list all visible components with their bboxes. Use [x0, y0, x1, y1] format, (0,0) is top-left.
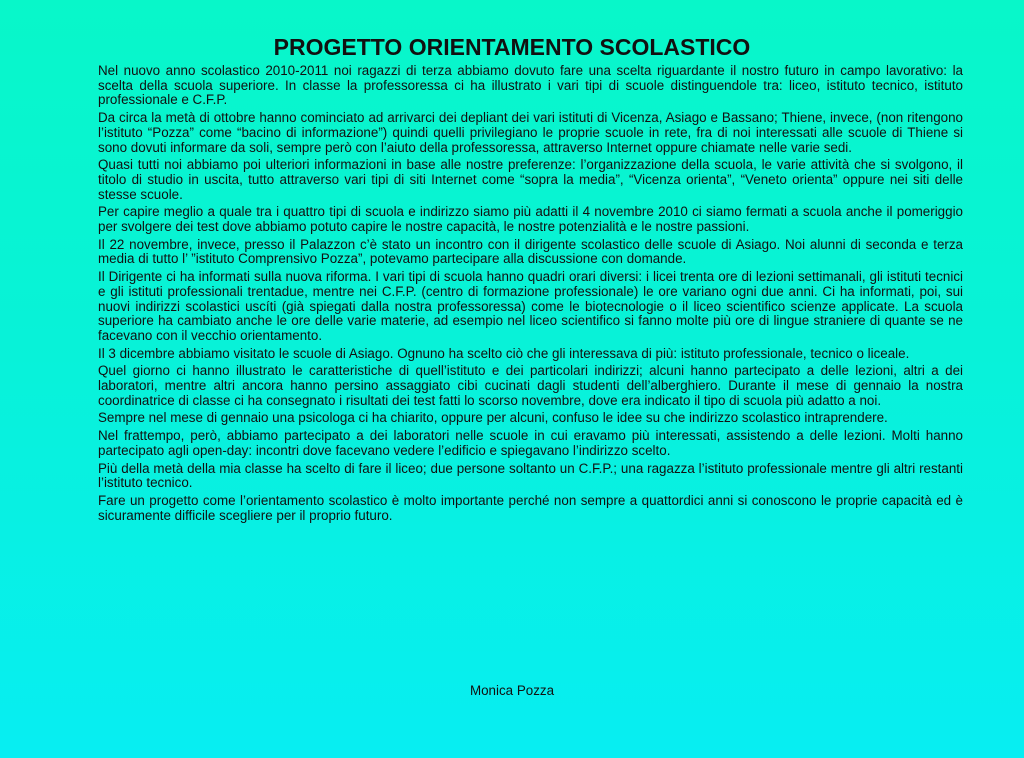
paragraph: Sempre nel mese di gennaio una psicologa ci ha chiarito, oppure per alcuni, confuso le idee su che indirizzo scolastico intraprendere. [98, 410, 888, 426]
author-signature: Monica Pozza [469, 683, 555, 698]
paragraph: Il 3 dicembre abbiamo visitato le scuole di Asiago. Ognuno ha scelto ciò che gli interessava di più: istituto professionale, tecnico o liceale. [98, 345, 910, 361]
article-body [98, 64, 963, 526]
paragraph: Fare un progetto come l’orientamento scolastico è molto importante perché non sempre a quattordici anni si conoscono le proprie capacità ed è sicuramente difficile scegliere per il proprio futuro. [98, 492, 963, 523]
page-title: PROGETTO ORIENTAMENTO SCOLASTICO [273, 34, 751, 61]
paragraph: Il 22 novembre, invece, presso il Palazzon c’è stato un incontro con il dirigente scolastico delle scuole di Asiago. Noi alunni di seconda e terza media di tutto l’ ”istituto Comprensivo Pozza”, potevamo partecipare alla discussione con domande. [98, 236, 963, 267]
paragraph: Più della metà della mia classe ha scelto di fare il liceo; due persone soltanto un C.F.P.; una ragazza l’istituto professionale mentre gli altri restanti l’istituto tecnico. [98, 460, 963, 491]
paragraph: Nel nuovo anno scolastico 2010-2011 noi ragazzi di terza abbiamo dovuto fare una scelta riguardante il nostro futuro in campo lavorativo: la scelta della scuola superiore. In classe la professoressa ci ha illustrato i vari tipi di scuole distinguendole tra: liceo, istituto tecnico, istituto professionale e C.F.P. [98, 63, 963, 108]
paragraph: Quasi tutti noi abbiamo poi ulteriori informazioni in base alle nostre preferenze: l’organizzazione della scuola, le varie attività che si svolgono, il titolo di studio in uscita, tutto attraverso vari tipi di siti Internet come “sopra la media”, “Vicenza orienta”, “Veneto orienta” oppure nei siti delle stesse scuole. [98, 157, 963, 202]
paragraph: Il Dirigente ci ha informati sulla nuova riforma. I vari tipi di scuola hanno quadri orari diversi: i licei trenta ore di lezioni settimanali, gli istituti tecnici e gli istituti professionali trentadue, mentre nei C.F.P. (centro di formazione professionale) le ore variano ogni due anni. Ci ha informati, poi, sui nuovi indirizzi scolastici uscíti (già spiegati dalla nostra professoressa) come le biotecnologie o il liceo scientifico scienze applicate. La scuola superiore ha cambiato anche le ore delle varie materie, ad esempio nel liceo scientifico si fanno molte più ore di lingue straniere di quante se ne facevano con il vecchio orientamento. [98, 269, 963, 343]
paragraph: Quel giorno ci hanno illustrato le caratteristiche di quell’istituto e dei particolari indirizzi; alcuni hanno partecipato a delle lezioni, altri a dei laboratori, mentre altri ancora hanno persino assaggiato cibi cucinati dagli studenti dell’alberghiero. Durante il mese di gennaio la nostra coordinatrice di classe ci ha consegnato i risultati dei test fatti lo scorso novembre, dove era indicato il tipo di scuola più adatto a noi. [98, 363, 963, 408]
paragraph: Nel frattempo, però, abbiamo partecipato a dei laboratori nelle scuole in cui eravamo più interessati, assistendo a delle lezioni. Molti hanno partecipato agli open-day: incontri dove facevano vedere l’edificio e spiegavano l’indirizzo scelto. [98, 428, 963, 458]
paragraph: Da circa la metà di ottobre hanno cominciato ad arrivarci dei depliant dei vari istituti di Vicenza, Asiago e Bassano; Thiene, invece, (non ritengono l’istituto “Pozza” come “bacino di informazione”) quindi quelli privilegiano le proprie scuole in rete, fra di noi interessati alle scuole di Thiene si sono dovuti informare da soli, sempre però con l’aiuto della professoressa, attraverso Internet oppure chiamate nelle varie sedi. [98, 110, 963, 155]
paragraph: Per capire meglio a quale tra i quattro tipi di scuola e indirizzo siamo più adatti il 4 novembre 2010 ci siamo fermati a scuola anche il pomeriggio per svolgere dei test dove abbiamo potuto capire le nostre capacità, le nostre potenzialità e le nostre passioni. [98, 204, 963, 235]
